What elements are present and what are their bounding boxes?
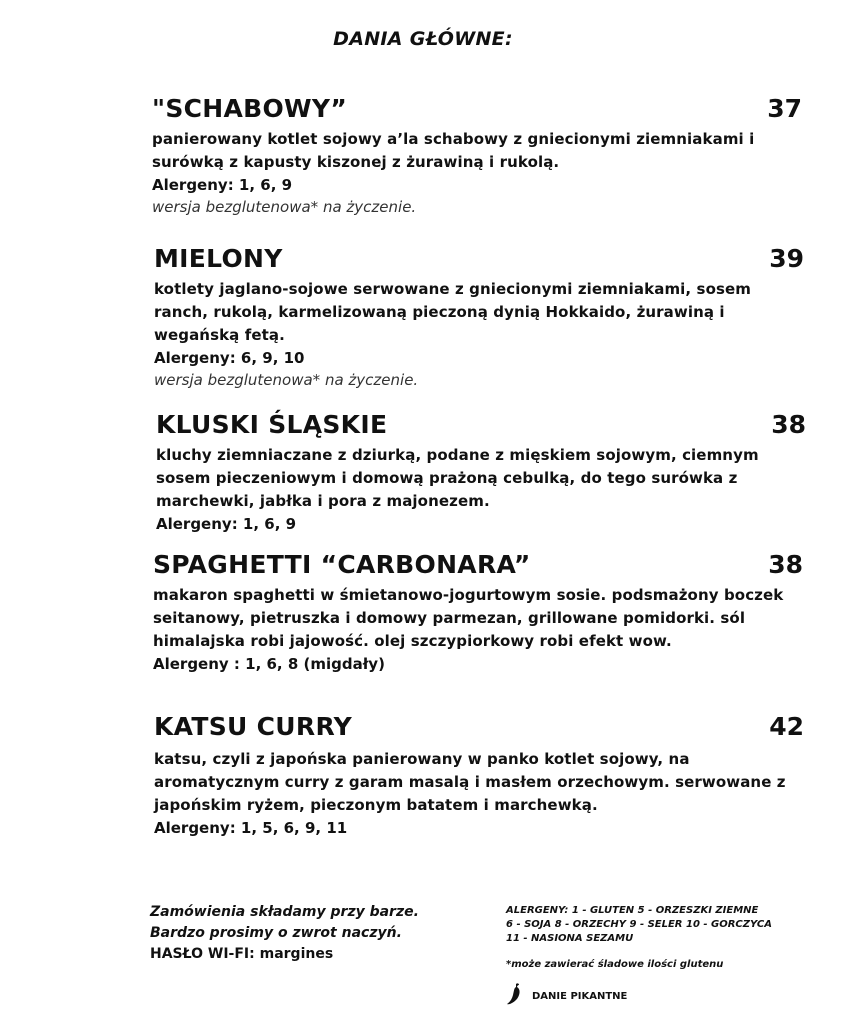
dish-allergens: Alergeny: 6, 9, 10 bbox=[154, 349, 305, 367]
gluten-trace-note: *może zawierać śladowe ilości glutenu bbox=[506, 959, 724, 970]
dish-header bbox=[154, 244, 804, 274]
gluten-free-note: wersja bezglutenowa* na życzenie. bbox=[154, 371, 419, 389]
footer-info bbox=[150, 902, 470, 965]
dish-description: katsu, czyli z japońska panierowany w panko kotlet sojowy, na aromatycznym curry z garam masalą i masłem orzechowym. serwowane z japońskim ryżem, pieczonym batatem i marchewką. bbox=[154, 750, 786, 814]
dish-name: KATSU CURRY bbox=[154, 712, 353, 741]
gluten-free-note: wersja bezglutenowa* na życzenie. bbox=[152, 198, 417, 216]
dish-description: kluchy ziemniaczane z dziurką, podane z mięskiem sojowym, ciemnym sosem pieczeniowym i domową prażoną cebulką, do tego surówka z marchewki, jabłka i pora z majonezem. bbox=[156, 446, 759, 510]
chili-pepper-icon bbox=[506, 982, 532, 1011]
dish-description: kotlety jaglano-sojowe serwowane z gniecionymi ziemniakami, sosem ranch, rukolą, karmelizowaną pieczoną dynią Hokkaido, żurawiną i wegańską fetą. bbox=[154, 280, 751, 344]
spicy-label: DANIE PIKANTNE bbox=[532, 990, 628, 1002]
spicy-legend bbox=[506, 982, 826, 1011]
dish-allergens: Alergeny: 1, 6, 9 bbox=[156, 515, 297, 533]
page-heading-text: DANIA GŁÓWNE: bbox=[333, 28, 513, 50]
dish-price: 38 bbox=[768, 550, 803, 579]
dish-item bbox=[154, 244, 804, 391]
dish-name: SPAGHETTI “CARBONARA” bbox=[153, 550, 531, 579]
dish-item bbox=[156, 410, 806, 535]
dish-description: panierowany kotlet sojowy a’la schabowy z gniecionymi ziemniakami i surówką z kapusty kiszonej z żurawiną i rukolą. bbox=[152, 130, 755, 171]
dish-price: 39 bbox=[769, 244, 804, 273]
dish-allergens: Alergeny: 1, 5, 6, 9, 11 bbox=[154, 819, 348, 837]
dish-price: 37 bbox=[767, 94, 802, 123]
allergen-legend-line: 6 - SOJA 8 - ORZECHY 9 - SELER 10 - GORCZYCA bbox=[506, 919, 772, 930]
dish-description: makaron spaghetti w śmietanowo-jogurtowym sosie. podsmażony boczek seitanowy, pietruszka i domowy parmezan, grillowane pomidorki. sól himalajska robi jajowość. olej szczypiorkowy robi efekt wow. bbox=[153, 586, 784, 650]
wifi-password: HASŁO WI-FI: margines bbox=[150, 946, 334, 962]
dishes-return-note: Bardzo prosimy o zwrot naczyń. bbox=[150, 925, 402, 941]
dish-header bbox=[152, 94, 802, 124]
dish-header bbox=[156, 410, 806, 440]
dish-item bbox=[153, 550, 803, 675]
dish-name: KLUSKI ŚLĄSKIE bbox=[156, 410, 388, 439]
dish-allergens: Alergeny: 1, 6, 9 bbox=[152, 176, 293, 194]
allergen-legend-line: ALERGENY: 1 - GLUTEN 5 - ORZESZKI ZIEMNE bbox=[506, 905, 759, 916]
dish-item bbox=[154, 712, 804, 839]
dish-price: 38 bbox=[771, 410, 806, 439]
dish-price: 42 bbox=[769, 712, 804, 741]
page-heading bbox=[0, 28, 856, 50]
dish-header bbox=[154, 712, 804, 742]
dish-header bbox=[153, 550, 803, 580]
dish-name: MIELONY bbox=[154, 244, 283, 273]
allergen-legend bbox=[506, 904, 826, 1011]
order-note: Zamówienia składamy przy barze. bbox=[150, 904, 419, 920]
dish-name: "SCHABOWY” bbox=[152, 94, 348, 123]
dish-item bbox=[152, 94, 802, 218]
allergen-legend-line: 11 - NASIONA SEZAMU bbox=[506, 933, 634, 944]
dish-allergens: Alergeny : 1, 6, 8 (migdały) bbox=[153, 655, 385, 673]
